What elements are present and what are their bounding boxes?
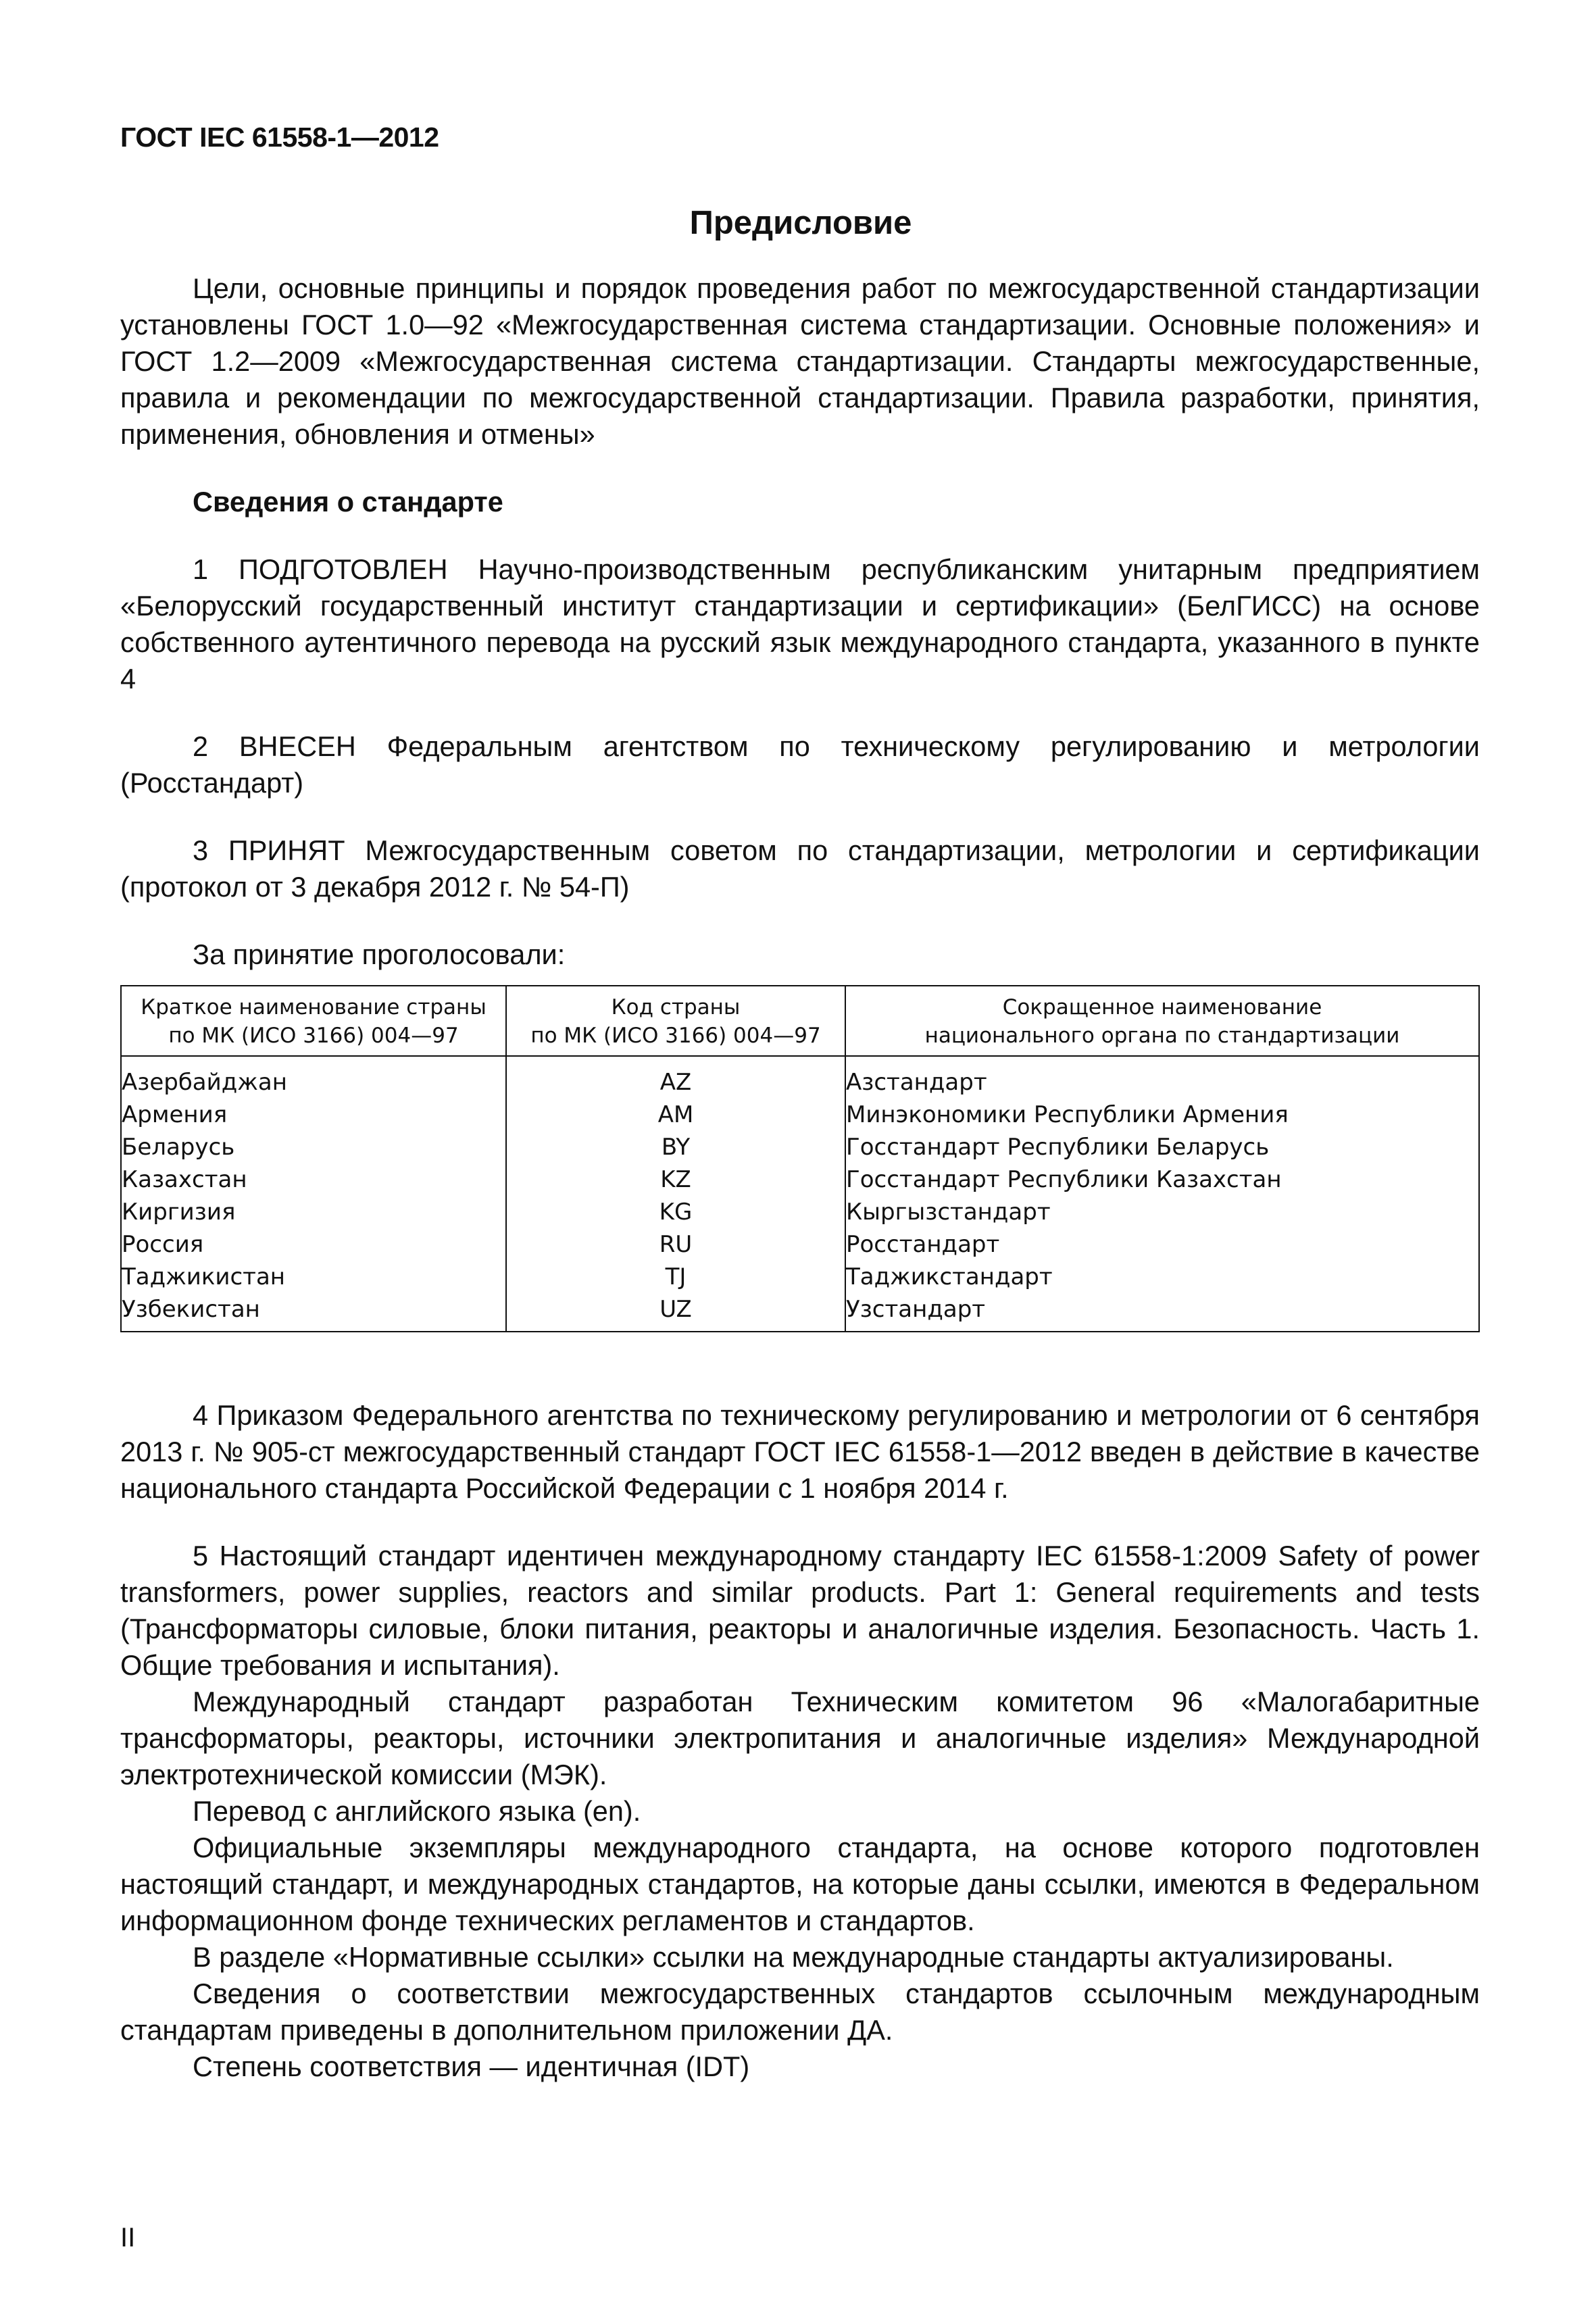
country-cell: Армения bbox=[122, 1101, 228, 1128]
item-5-committee: Международный стандарт разработан Техническим комитетом 96 «Малогабаритные трансформаторы, реакторы, источники электропитания и аналогичные изделия» Международной электротехнической комиссии (МЭК). bbox=[120, 1686, 1480, 1790]
country-cell: Киргизия bbox=[122, 1199, 236, 1226]
code-cell: KZ bbox=[660, 1166, 691, 1193]
standards-body-column bbox=[845, 1056, 1479, 1332]
table-header-row bbox=[121, 986, 1479, 1056]
country-cell: Беларусь bbox=[122, 1134, 235, 1161]
standards-body-cell: Таджикстандарт bbox=[846, 1263, 1053, 1290]
item-5-copies: Официальные экземпляры международного стандарта, на основе которого подготовлен настоящий стандарт, и международных стандартов, на которые даны ссылки, имеются в Федеральном информационном фонде технических регламентов и стандартов. bbox=[120, 1832, 1480, 1936]
item-2-paragraph: 2 ВНЕСЕН Федеральным агентством по техническому регулированию и метрологии (Росстандарт) bbox=[120, 730, 1480, 799]
country-cell: Азербайджан bbox=[122, 1069, 287, 1096]
item-3-paragraph: 3 ПРИНЯТ Межгосударственным советом по стандартизации, метрологии и сертификации (протокол от 3 декабря 2012 г. № 54-П) bbox=[120, 834, 1480, 903]
standards-body-cell: Госстандарт Республики Казахстан bbox=[846, 1166, 1282, 1193]
section-subheading: Сведения о стандарте bbox=[193, 486, 503, 518]
item-5-annex: Сведения о соответствии межгосударственных стандартов ссылочным международным стандартам приведены в дополнительном приложении ДА. bbox=[120, 1978, 1480, 2046]
standards-body-cell: Госстандарт Республики Беларусь bbox=[846, 1134, 1270, 1161]
intro-paragraph: Цели, основные принципы и порядок проведения работ по межгосударственной стандартизации установлены ГОСТ 1.0—92 «Межгосударственная система стандартизации. Основные положения» и ГОСТ 1.2—2009 «Межгосударственная система стандартизации. Стандарты межгосударственные, правила и рекомендации по межгосударственной стандартизации. Правила разработки, принятия, применения, обновления и отмены» bbox=[120, 272, 1480, 450]
document-body bbox=[120, 270, 1480, 2085]
code-cell: AM bbox=[657, 1101, 694, 1128]
code-cell: BY bbox=[661, 1134, 691, 1161]
standards-body-cell: Узстандарт bbox=[846, 1296, 986, 1323]
code-cell: RU bbox=[659, 1231, 693, 1258]
standards-body-cell: Кыргызстандарт bbox=[846, 1199, 1051, 1226]
item-1-paragraph: 1 ПОДГОТОВЛЕН Научно-производственным республиканским унитарным предприятием «Белорусский государственный институт стандартизации и сертификации» (БелГИСС) на основе собственного аутентичного перевода на русский язык международного стандарта, указанного в пункте 4 bbox=[120, 553, 1480, 695]
country-cell: Таджикистан bbox=[122, 1263, 286, 1290]
table-body-row bbox=[121, 1056, 1479, 1332]
header-country: Краткое наименование страны по МК (ИСО 3166) 004—97 bbox=[121, 986, 506, 1056]
voting-table bbox=[120, 985, 1480, 1332]
item-5-translation: Перевод с английского языка (en). bbox=[193, 1795, 641, 1827]
item-5-paragraph: 5 Настоящий стандарт идентичен международному стандарту IEC 61558-1:2009 Safety of power transformers, power supplies, reactors and similar products. Part 1: General requirements and tests (Трансформаторы силовые, блоки питания, реакторы и аналогичные изделия. Безопасность. Часть 1. Общие требования и испытания). bbox=[120, 1540, 1480, 1681]
standards-body-cell: Минэкономики Республики Армения bbox=[846, 1101, 1289, 1128]
item-4-paragraph: 4 Приказом Федерального агентства по техническому регулированию и метрологии от 6 сентября 2013 г. № 905-ст межгосударственный стандарт ГОСТ IEC 61558-1—2012 введен в действие в качестве национального стандарта Российской Федерации с 1 ноября 2014 г. bbox=[120, 1399, 1480, 1504]
standards-body-cell: Росстандарт bbox=[846, 1231, 1000, 1258]
code-column bbox=[506, 1056, 845, 1332]
code-cell: AZ bbox=[659, 1069, 692, 1096]
country-column bbox=[121, 1056, 506, 1332]
header-standards-body: Сокращенное наименование национального органа по стандартизации bbox=[845, 986, 1479, 1056]
country-cell: Россия bbox=[122, 1231, 204, 1258]
page-title: Предисловие bbox=[689, 205, 912, 241]
country-cell: Казахстан bbox=[122, 1166, 247, 1193]
item-5-references: В разделе «Нормативные ссылки» ссылки на международные стандарты актуализированы. bbox=[193, 1941, 1394, 1973]
standards-body-cell: Азстандарт bbox=[846, 1069, 987, 1096]
country-cell: Узбекистан bbox=[122, 1296, 260, 1323]
code-cell: TJ bbox=[665, 1263, 687, 1290]
document-header: ГОСТ IEC 61558-1—2012 bbox=[120, 122, 439, 153]
code-cell: KG bbox=[659, 1199, 693, 1226]
header-code: Код страны по МК (ИСО 3166) 004—97 bbox=[506, 986, 845, 1056]
code-cell: UZ bbox=[659, 1296, 692, 1323]
item-5-degree: Степень соответствия — идентичная (IDT) bbox=[193, 2051, 750, 2082]
vote-intro: За принятие проголосовали: bbox=[193, 938, 566, 970]
page-number: II bbox=[120, 2223, 136, 2253]
